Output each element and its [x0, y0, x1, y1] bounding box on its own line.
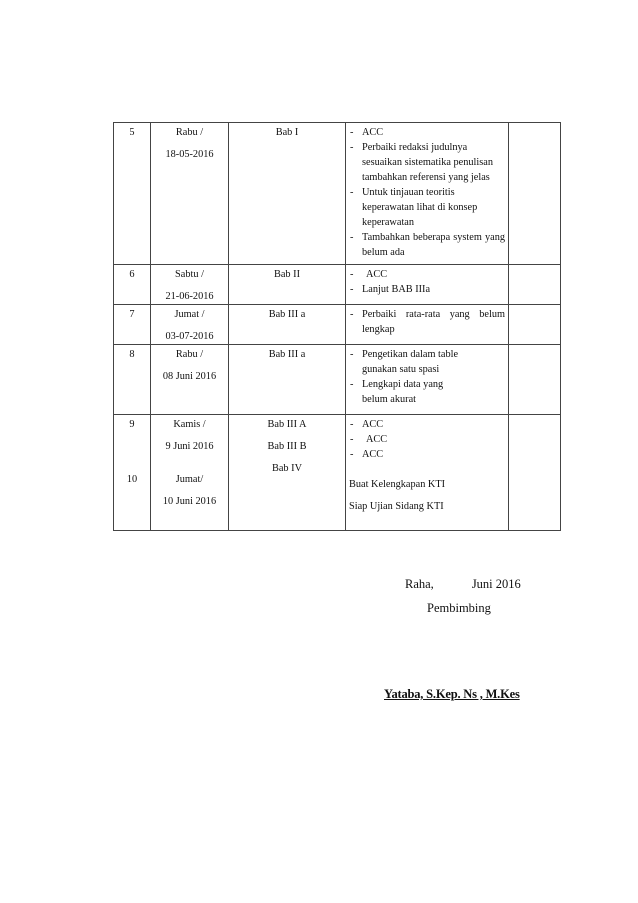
row-number: 5 [129, 127, 135, 138]
date-cell [151, 123, 229, 265]
chapter-cell [229, 345, 346, 415]
day-label: Jumat/ [175, 474, 204, 485]
number-cell [114, 123, 151, 265]
paraf-cell [509, 345, 561, 415]
notes-cell [346, 265, 509, 305]
chapter-cell [229, 123, 346, 265]
date-cell [151, 415, 229, 531]
date-cell [151, 345, 229, 415]
date-label: 03-07-2016 [165, 331, 214, 342]
notes-cell [346, 345, 509, 415]
table-row [114, 123, 561, 265]
note-item: - Untuk tinjauan teoritis keperawatan lihat di konsep keperawatan [349, 185, 505, 230]
date-cell [151, 305, 229, 345]
chapter-cell [229, 415, 346, 531]
row-number: 10 [126, 474, 138, 485]
chapter-cell [229, 305, 346, 345]
chapter-label: Bab III a [268, 349, 306, 360]
date-label: 10 Juni 2016 [162, 496, 217, 507]
signature-role: Pembimbing [427, 601, 491, 615]
chapter-label: Bab III A [267, 419, 307, 430]
row-number: 8 [129, 349, 135, 360]
paraf-cell [509, 305, 561, 345]
table-row [114, 265, 561, 305]
note-item: - Lanjut BAB IIIa [349, 282, 505, 297]
paraf-cell [509, 123, 561, 265]
note-item: - Perbaiki rata-rata yang belum lengkap [349, 307, 505, 337]
notes-cell [346, 123, 509, 265]
day-label: Sabtu / [175, 269, 204, 280]
note-item: - Perbaiki redaksi judulnya sesuaikan sistematika penulisan tambahkan referensi yang jelas [349, 140, 505, 185]
consultation-table [113, 122, 561, 531]
day-label: Jumat / [174, 309, 205, 320]
day-label: Rabu / [175, 127, 204, 138]
note-item: - ACC [349, 432, 505, 447]
table-row [114, 305, 561, 345]
notes-cell [346, 305, 509, 345]
date-label: 08 Juni 2016 [162, 371, 217, 382]
number-cell [114, 305, 151, 345]
row-number: 6 [129, 269, 135, 280]
day-label: Kamis / [173, 419, 206, 430]
row-number: 7 [129, 309, 135, 320]
paraf-cell [509, 265, 561, 305]
chapter-label: Bab III B [267, 441, 307, 452]
final-note: Buat Kelengkapan KTI [349, 479, 446, 490]
note-item: - ACC [349, 447, 505, 462]
number-cell [114, 415, 151, 531]
row-number: 9 [129, 419, 135, 430]
chapter-label: Bab III a [268, 309, 306, 320]
chapter-label: Bab IV [271, 463, 303, 474]
date-cell [151, 265, 229, 305]
date-label: 21-06-2016 [165, 291, 214, 302]
signature-name: Yataba, S.Kep. Ns , M.Kes [384, 687, 520, 701]
note-item: - Lengkapi data yang belum akurat [349, 377, 505, 407]
number-cell [114, 345, 151, 415]
signature-place: Raha, [405, 577, 434, 591]
day-label: Rabu / [175, 349, 204, 360]
final-note: Siap Ujian Sidang KTI [349, 501, 444, 512]
signature-place-date [405, 577, 521, 592]
chapter-cell [229, 265, 346, 305]
table-row [114, 415, 561, 531]
notes-cell [346, 415, 509, 531]
note-item: - ACC [349, 417, 505, 432]
number-cell [114, 265, 151, 305]
signature-month: Juni 2016 [471, 577, 521, 591]
chapter-label: Bab II [273, 269, 301, 280]
date-label: 18-05-2016 [165, 149, 214, 160]
chapter-label: Bab I [275, 127, 299, 138]
note-item: - ACC [349, 267, 505, 282]
date-label: 9 Juni 2016 [165, 441, 214, 452]
note-item: - Tambahkan beberapa system yang belum ada [349, 230, 505, 260]
note-item: - Pengetikan dalam table gunakan satu spasi [349, 347, 505, 377]
table-row [114, 345, 561, 415]
paraf-cell [509, 415, 561, 531]
note-item: - ACC [349, 125, 505, 140]
